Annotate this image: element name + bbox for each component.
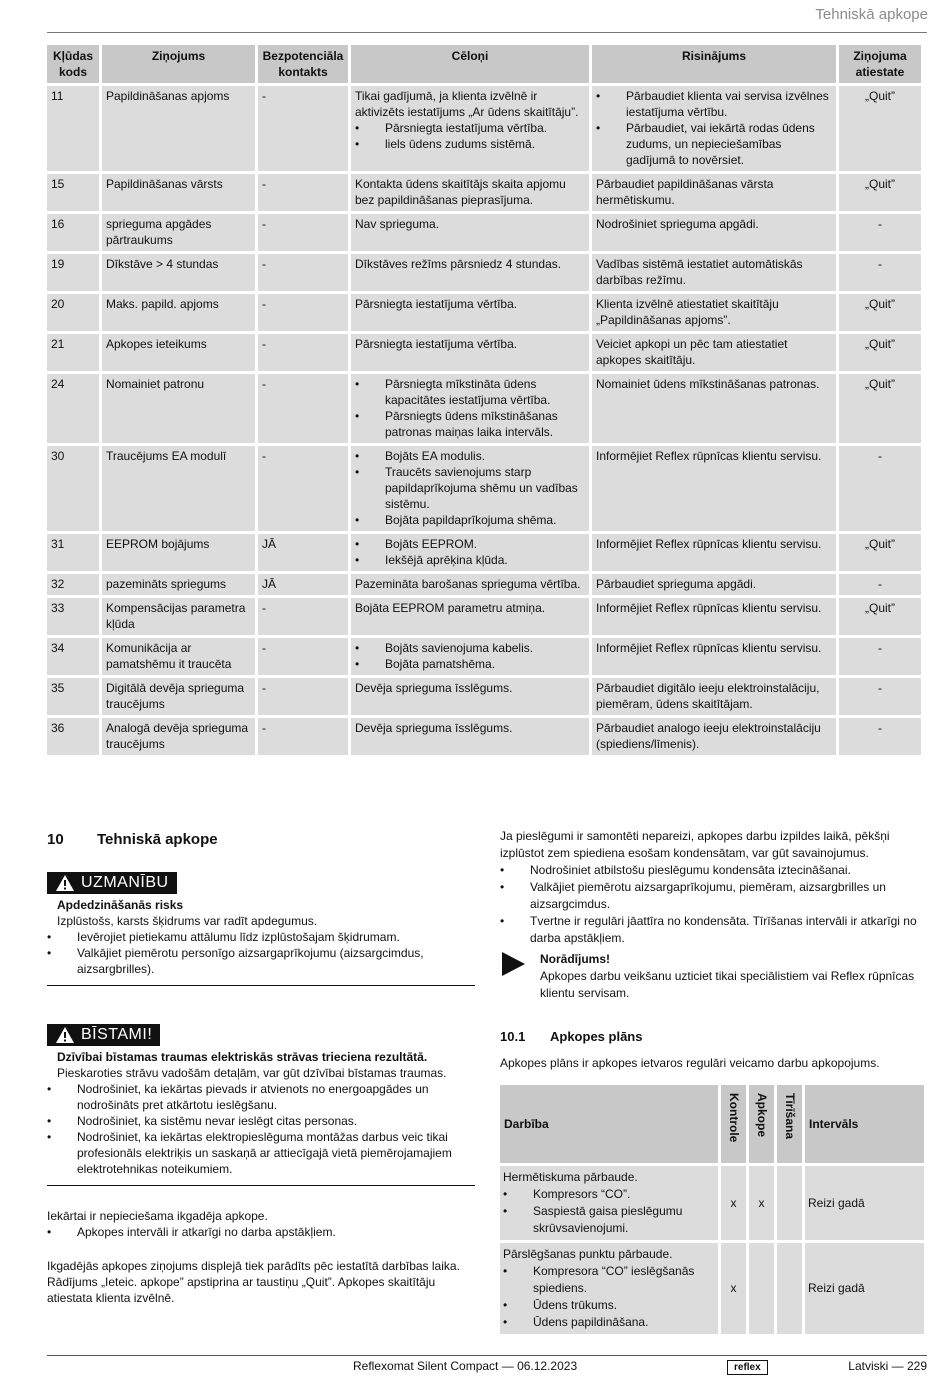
fault-solution (592, 86, 836, 171)
bullet-item: • Ūdens trūkums. (503, 1297, 715, 1314)
fault-solution (592, 598, 836, 635)
fault-contact: - (258, 86, 348, 171)
fault-solution (592, 294, 836, 331)
fault-table (44, 42, 924, 758)
col-header-message: Ziņojums (102, 45, 255, 83)
cause-text: Kontakta ūdens skaitītājs skaita apjomu bez papildināšanas pieprasījuma. (355, 177, 566, 207)
plan-action-title: Hermētiskuma pārbaude. (503, 1170, 638, 1184)
table-row (47, 254, 921, 291)
table-row (500, 1166, 924, 1240)
plan-cleaning (777, 1166, 802, 1240)
table-row (47, 534, 921, 571)
cause-text: Pazemināta barošanas sprieguma vērtība. (355, 577, 581, 591)
fault-solution (592, 174, 836, 211)
maintenance-plan-table (497, 1082, 927, 1337)
solution-text: Pārbaudiet papildināšanas vārsta hermētiskumu. (596, 177, 774, 207)
solution-text: Informējiet Reflex rūpnīcas klientu servisu. (596, 601, 822, 615)
caution-heading: Apdedzināšanās risks (57, 898, 184, 912)
plan-col-maintenance: Apkope (749, 1085, 774, 1163)
plan-control: x (721, 1243, 746, 1334)
fault-code: 32 (47, 574, 99, 595)
table-row (47, 446, 921, 531)
caution-list (47, 929, 475, 977)
page-header-title: Tehniskā apkope (815, 6, 928, 23)
reflex-logo: reflex (727, 1360, 768, 1375)
fault-code: 34 (47, 638, 99, 675)
fault-solution (592, 446, 836, 531)
fault-code: 36 (47, 718, 99, 755)
plan-maintenance (749, 1243, 774, 1334)
col-header-reset: Ziņojuma atiestate (839, 45, 921, 83)
fault-cause (351, 294, 589, 331)
cause-text: Pārsniegta iestatījuma vērtība. (355, 337, 518, 351)
solution-text: Pārbaudiet digitālo ieeju elektroinstalāciju, piemēram, ūdens skaitītājam. (596, 681, 820, 711)
fault-solution (592, 678, 836, 715)
plan-table-header (500, 1085, 924, 1163)
fault-cause (351, 718, 589, 755)
fault-message: Papildināšanas apjoms (102, 86, 255, 171)
fault-contact: - (258, 254, 348, 291)
fault-solution (592, 214, 836, 251)
danger-list (47, 1081, 475, 1177)
bullet-item: • Bojāts savienojuma kabelis. (355, 640, 585, 656)
bullet-item: • Pārsniegts ūdens mīkstināšanas patronas maiņas laika intervāls. (355, 408, 585, 440)
cause-text: Bojāta EEPROM parametru atmiņa. (355, 601, 546, 615)
fault-reset: „Quit” (839, 86, 921, 171)
plan-action (500, 1243, 718, 1334)
danger-heading: Dzīvībai bīstamas traumas elektriskās strāvas trieciena rezultātā. (57, 1050, 428, 1064)
solution-text: Klienta izvēlnē atiestatiet skaitītāju „Papildināšanas apjoms”. (596, 297, 779, 327)
fault-code: 16 (47, 214, 99, 251)
subsection-number: 10.1 (500, 1029, 526, 1044)
fault-contact: JĀ (258, 574, 348, 595)
danger-label (47, 1024, 160, 1046)
col-header-code: Kļūdas kods (47, 45, 99, 83)
plan-interval: Reizi gadā (805, 1166, 924, 1240)
cause-list (355, 448, 585, 528)
fault-cause (351, 598, 589, 635)
bullet-item: • Iekšējā aprēķina kļūda. (355, 552, 585, 568)
bullet-item: • Bojāta papildaprīkojuma shēma. (355, 512, 585, 528)
bullet-item: • Ūdens papildināšana. (503, 1314, 715, 1331)
caution-block (47, 848, 475, 986)
caution-label (47, 872, 177, 894)
fault-cause (351, 86, 589, 171)
fault-reset: - (839, 214, 921, 251)
fault-reset: „Quit” (839, 374, 921, 443)
cause-list (355, 536, 585, 568)
table-row (47, 598, 921, 635)
table-row (47, 678, 921, 715)
fault-message: Dīkstāve > 4 stundas (102, 254, 255, 291)
fault-code: 24 (47, 374, 99, 443)
cause-text: Devēja sprieguma īsslēgums. (355, 681, 513, 695)
table-row (47, 374, 921, 443)
fault-contact: - (258, 598, 348, 635)
bullet-item: • Ievērojiet pietiekamu attālumu līdz izplūstošajam šķidrumam. (47, 929, 475, 945)
col-header-solution: Risinājums (592, 45, 836, 83)
plan-col-cleaning: Tīrīšana (777, 1085, 802, 1163)
solution-text: Pārbaudiet sprieguma apgādi. (596, 577, 757, 591)
cause-text: Nav sprieguma. (355, 217, 440, 231)
fault-message: pazemināts spriegums (102, 574, 255, 595)
solution-text: Pārbaudiet analogo ieeju elektroinstalāciju (spiediens/līmenis). (596, 721, 821, 751)
plan-action-list (503, 1186, 715, 1237)
bullet-item: • liels ūdens zudums sistēmā. (355, 136, 585, 152)
danger-block (47, 1000, 475, 1186)
fault-solution (592, 574, 836, 595)
fault-cause (351, 678, 589, 715)
fault-contact: - (258, 638, 348, 675)
fault-reset: „Quit” (839, 598, 921, 635)
cause-text: Tikai gadījumā, ja klienta izvēlnē ir aktivizēts iestatījums „Ar ūdens skaitītāju”. (355, 89, 579, 119)
cause-text: Pārsniegta iestatījuma vērtība. (355, 297, 518, 311)
note-block (500, 951, 927, 1002)
fault-code: 15 (47, 174, 99, 211)
bullet-item: • Pārbaudiet, vai iekārtā rodas ūdens zudums, un nepieciešamības gadījumā to novērsiet. (596, 120, 832, 168)
fault-message: Maks. papild. apjoms (102, 294, 255, 331)
solution-text: Nomainiet ūdens mīkstināšanas patronas. (596, 377, 820, 391)
right-intro: Ja pieslēgumi ir samontēti nepareizi, apkopes darbu izpildes laikā, pēkšņi izplūstot zem spiediena esošam kondensātam, var gūt savainojumus. (500, 829, 890, 860)
plan-intro: Apkopes plāns ir apkopes ietvaros regulāri veicamo darbu apkopojums. (500, 1056, 880, 1070)
bullet-item: • Kompresors “CO”. (503, 1186, 715, 1203)
fault-code: 19 (47, 254, 99, 291)
fault-solution (592, 254, 836, 291)
bullet-item: • Valkājiet piemērotu personīgo aizsargaprīkojumu (aizsargcimdus, aizsargbrilles). (47, 945, 475, 977)
plan-cleaning (777, 1243, 802, 1334)
bullet-item: • Bojāts EA modulis. (355, 448, 585, 464)
table-row (47, 638, 921, 675)
plan-control: x (721, 1166, 746, 1240)
dash-list (47, 1224, 475, 1240)
right-column (500, 828, 927, 1337)
bullet-item: • Tvertne ir regulāri jāattīra no kondensāta. Tīrīšanas intervāli ir atkarīgi no darba apstākļiem. (500, 913, 927, 947)
fault-cause (351, 446, 589, 531)
fault-reset: - (839, 638, 921, 675)
body-text (47, 1208, 475, 1306)
cause-list (355, 640, 585, 672)
fault-code: 11 (47, 86, 99, 171)
section-title (47, 832, 475, 848)
fault-solution (592, 638, 836, 675)
bullet-item: • Pārsniegta mīkstināta ūdens kapacitātes iestatījuma vērtība. (355, 376, 585, 408)
bullet-item: • Kompresora “CO” ieslēgšanās spiediens. (503, 1263, 715, 1297)
plan-action-list (503, 1263, 715, 1331)
fault-contact: - (258, 374, 348, 443)
caution-label-text: UZMANĪBU (81, 874, 169, 891)
cause-text: Devēja sprieguma īsslēgums. (355, 721, 513, 735)
fault-reset: „Quit” (839, 294, 921, 331)
bullet-item: • Nodrošiniet, ka iekārtas elektropieslēguma montāžas darbus veic tikai profesionāls elektriķis un saskaņā ar attiecīgajā vietā piemērojamajiem elektrotehnikas noteikumiem. (47, 1129, 475, 1177)
footer-document-title: Reflexomat Silent Compact — 06.12.2023 (353, 1359, 578, 1373)
table-row (47, 294, 921, 331)
solution-list (596, 88, 832, 168)
fault-cause (351, 254, 589, 291)
fault-reset: - (839, 574, 921, 595)
fault-cause (351, 574, 589, 595)
header-divider (47, 32, 927, 33)
fault-solution (592, 718, 836, 755)
bullet-item: • Traucēts savienojums starp papildaprīkojuma shēmu un vadības sistēmu. (355, 464, 585, 512)
subsection-title-text: Apkopes plāns (550, 1029, 643, 1044)
fault-message: Papildināšanas vārsts (102, 174, 255, 211)
caution-text: Izplūstošs, karsts šķidrums var radīt apdegumus. (57, 914, 318, 928)
warning-triangle-icon (55, 874, 75, 892)
fault-contact: - (258, 446, 348, 531)
warning-triangle-icon (55, 1026, 75, 1044)
footer-page-number: Latviski — 229 (848, 1359, 927, 1373)
table-row (47, 86, 921, 171)
plan-action (500, 1166, 718, 1240)
section-title-text: Tehniskā apkope (97, 831, 218, 848)
danger-text: Pieskaroties strāvu vadošām detaļām, var gūt dzīvībai bīstamas traumas. (57, 1066, 447, 1080)
fault-reset: - (839, 678, 921, 715)
fault-code: 30 (47, 446, 99, 531)
fault-message: Apkopes ieteikums (102, 334, 255, 371)
fault-contact: - (258, 678, 348, 715)
bullet-item: • Saspiestā gaisa pieslēgumu skrūvsavienojumi. (503, 1203, 715, 1237)
fault-contact: - (258, 174, 348, 211)
solution-text: Veiciet apkopi un pēc tam atiestatiet apkopes skaitītāju. (596, 337, 788, 367)
plan-action-title: Pārslēgšanas punktu pārbaude. (503, 1247, 673, 1261)
fault-reset: - (839, 446, 921, 531)
note-text: Apkopes darbu veikšanu uzticiet tikai speciālistiem vai Reflex rūpnīcas klientu servisam. (540, 969, 915, 1000)
body-paragraph-1: Iekārtai ir nepieciešama ikgadēja apkope. (47, 1209, 268, 1223)
fault-cause (351, 638, 589, 675)
note-title: Norādījums! (540, 952, 611, 966)
fault-reset: - (839, 254, 921, 291)
fault-reset: - (839, 718, 921, 755)
fault-reset: „Quit” (839, 334, 921, 371)
fault-cause (351, 334, 589, 371)
plan-interval: Reizi gadā (805, 1243, 924, 1334)
table-row (47, 214, 921, 251)
fault-code: 21 (47, 334, 99, 371)
fault-message: EEPROM bojājums (102, 534, 255, 571)
fault-message: Analogā devēja sprieguma traucējums (102, 718, 255, 755)
cause-text: Dīkstāves režīms pārsniedz 4 stundas. (355, 257, 562, 271)
solution-text: Vadības sistēmā iestatiet automātiskās darbības režīmu. (596, 257, 803, 287)
fault-message: Kompensācijas parametra kļūda (102, 598, 255, 635)
section-number: 10 (47, 831, 64, 848)
fault-message: Nomainiet patronu (102, 374, 255, 443)
plan-col-interval: Intervāls (805, 1085, 924, 1163)
bullet-item: • Nodrošiniet, ka iekārtas pievads ir atvienots no energoapgādes un nodrošināts pret atkārtotu ieslēgšanu. (47, 1081, 475, 1113)
bullet-item: • Valkājiet piemērotu aizsargaprīkojumu, piemēram, aizsargbrilles un aizsargcimdus. (500, 879, 927, 913)
fault-cause (351, 534, 589, 571)
body-paragraph-2: Ikgadējās apkopes ziņojums displejā tiek parādīts pēc iestatītā darbības laika. Rādījums „Ieteic. apkope” apstiprina ar taustiņu „Quit”. Apkopes skaitītāju atiestata klienta izvēlnē. (47, 1259, 460, 1305)
dash-item: • Apkopes intervāli ir atkarīgi no darba apstākļiem. (47, 1224, 475, 1240)
table-row (47, 574, 921, 595)
fault-message: Digitālā devēja sprieguma traucējums (102, 678, 255, 715)
solution-text: Informējiet Reflex rūpnīcas klientu servisu. (596, 641, 822, 655)
table-row (47, 334, 921, 371)
fault-contact: JĀ (258, 534, 348, 571)
solution-text: Informējiet Reflex rūpnīcas klientu servisu. (596, 449, 822, 463)
solution-text: Informējiet Reflex rūpnīcas klientu servisu. (596, 537, 822, 551)
fault-cause (351, 374, 589, 443)
col-header-contact: Bezpotenciāla kontakts (258, 45, 348, 83)
fault-message: Traucējums EA modulī (102, 446, 255, 531)
cause-list (355, 376, 585, 440)
plan-col-control: Kontrole (721, 1085, 746, 1163)
fault-solution (592, 334, 836, 371)
bullet-item: • Pārbaudiet klienta vai servisa izvēlnes iestatījuma vērtību. (596, 88, 832, 120)
col-header-cause: Cēloņi (351, 45, 589, 83)
table-row (47, 718, 921, 755)
fault-solution (592, 534, 836, 571)
fault-contact: - (258, 214, 348, 251)
fault-message: Komunikācija ar pamatshēmu it traucēta (102, 638, 255, 675)
right-bullet-list (500, 862, 927, 947)
fault-code: 35 (47, 678, 99, 715)
fault-code: 31 (47, 534, 99, 571)
bullet-item: • Bojāts EEPROM. (355, 536, 585, 552)
fault-solution (592, 374, 836, 443)
arrow-right-icon (500, 951, 540, 1002)
cause-list (355, 120, 585, 152)
fault-code: 20 (47, 294, 99, 331)
fault-table-header (47, 45, 921, 83)
fault-cause (351, 214, 589, 251)
fault-contact: - (258, 294, 348, 331)
fault-code: 33 (47, 598, 99, 635)
fault-message: sprieguma apgādes pārtraukums (102, 214, 255, 251)
danger-label-text: BĪSTAMI! (81, 1026, 153, 1043)
fault-reset: „Quit” (839, 534, 921, 571)
bullet-item: • Nodrošiniet, ka sistēmu nevar ieslēgt citas personas. (47, 1113, 475, 1129)
solution-text: Nodrošiniet sprieguma apgādi. (596, 217, 759, 231)
fault-cause (351, 174, 589, 211)
table-row (500, 1243, 924, 1334)
bullet-item: • Bojāta pamatshēma. (355, 656, 585, 672)
footer-divider (47, 1355, 927, 1356)
left-column (47, 832, 475, 1306)
bullet-item: • Nodrošiniet atbilstošu pieslēgumu kondensāta iztecināšanai. (500, 862, 927, 879)
plan-col-action: Darbība (500, 1085, 718, 1163)
subsection-title (500, 1028, 927, 1045)
plan-maintenance: x (749, 1166, 774, 1240)
fault-contact: - (258, 718, 348, 755)
table-row (47, 174, 921, 211)
bullet-item: • Pārsniegta iestatījuma vērtība. (355, 120, 585, 136)
fault-contact: - (258, 334, 348, 371)
fault-reset: „Quit” (839, 174, 921, 211)
